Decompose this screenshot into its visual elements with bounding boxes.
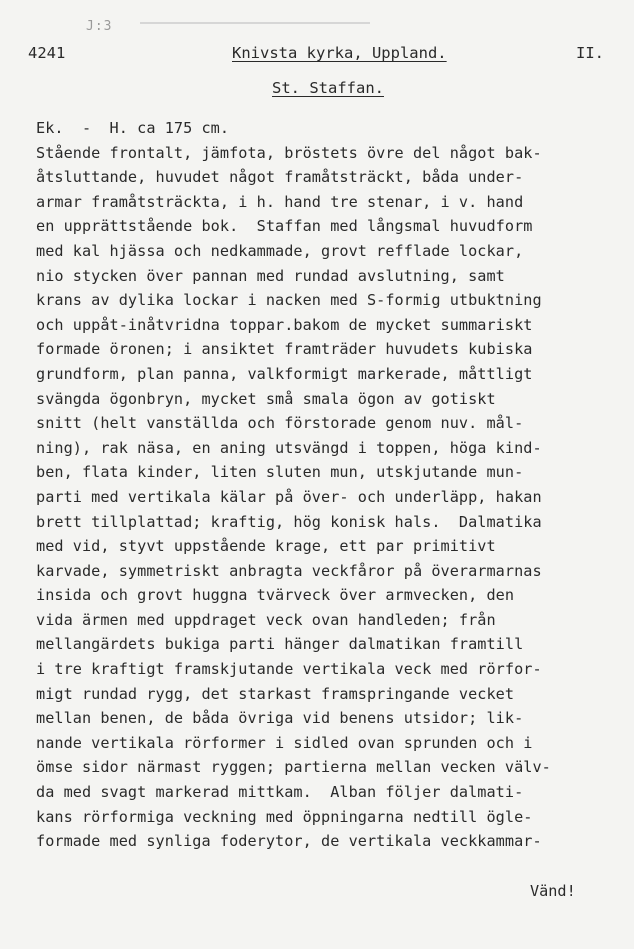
corner-pencil-mark: J:3 (86, 19, 113, 34)
text-line: nande vertikala rörformer i sidled ovan sprunden och i (36, 733, 533, 752)
page-number: II. (576, 44, 604, 62)
text-line: mellan benen, de båda övriga vid benens utsidor; lik- (36, 709, 524, 728)
text-line: da med svagt markerad mittkam. Alban följer dalmati- (36, 783, 524, 802)
text-line: formade öronen; i ansiktet framträder huvudets kubiska (36, 340, 533, 359)
text-line: ning), rak näsa, en aning utsvängd i toppen, höga kind- (36, 438, 542, 457)
text-line: åtsluttande, huvudet något framåtsträckt, båda under- (36, 168, 524, 187)
text-line: nio stycken över pannan med rundad avslutning, samt (36, 266, 505, 285)
text-line: ömse sidor närmast ryggen; partierna mellan vecken välv- (36, 758, 551, 777)
text-line: mellangärdets bukiga parti hänger dalmatikan framtill (36, 635, 524, 654)
text-line: svängda ögonbryn, mycket små smala ögon av gotiskt (36, 389, 496, 408)
text-line: armar framåtsträckta, i h. hand tre stenar, i v. hand (36, 192, 524, 211)
description-text (36, 116, 626, 854)
text-line: krans av dylika lockar i nacken med S-formig utbuktning (36, 291, 542, 310)
text-line: brett tillplattad; kraftig, hög konisk hals. Dalmatika (36, 512, 542, 531)
text-line: migt rundad rygg, det starkast framspringande vecket (36, 684, 515, 703)
text-line: formade med synliga foderytor, de vertikala veckkammar- (36, 832, 542, 851)
archive-number: 4241 (28, 44, 66, 62)
text-line: med vid, styvt uppstående krage, ett par primitivt (36, 537, 496, 556)
text-line: insida och grovt huggna tvärveck över armvecken, den (36, 586, 515, 605)
subject-title: St. Staffan. (272, 79, 384, 97)
text-line: i tre kraftigt framskjutande vertikala veck med rörfor- (36, 660, 542, 679)
text-line: och uppåt-inåtvridna toppar.bakom de mycket summariskt (36, 315, 533, 334)
text-line: snitt (helt vanställda och förstorade genom nuv. mål- (36, 414, 524, 433)
text-line: en upprättstående bok. Staffan med långsmal huvudform (36, 217, 533, 236)
document-header (0, 44, 634, 66)
turn-page-note: Vänd! (530, 882, 576, 900)
place-title: Knivsta kyrka, Uppland. (232, 44, 447, 62)
text-line: vida ärmen med uppdraget veck ovan handleden; från (36, 610, 496, 629)
text-line: ben, flata kinder, liten sluten mun, utskjutande mun- (36, 463, 524, 482)
text-line: med kal hjässa och nedkammade, grovt refflade lockar, (36, 241, 524, 260)
text-line: parti med vertikala kälar på över- och underläpp, hakan (36, 487, 542, 506)
text-line: grundform, plan panna, valkformigt markerade, måttligt (36, 364, 533, 383)
text-line: kans rörformiga veckning med öppningarna nedtill ögle- (36, 807, 533, 826)
text-line: Stående frontalt, jämfota, bröstets övre del något bak- (36, 143, 542, 162)
top-scan-artifact (140, 22, 370, 24)
text-line: Ek. - H. ca 175 cm. (36, 119, 230, 137)
text-line: karvade, symmetriskt anbragta veckfåror på överarmarnas (36, 561, 542, 580)
